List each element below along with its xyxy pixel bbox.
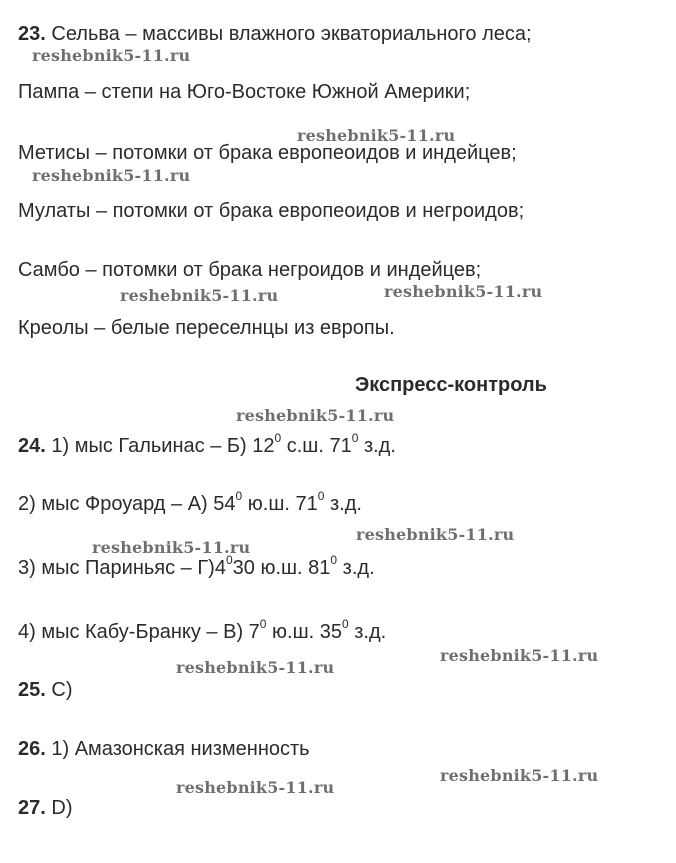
coord-text: 2) мыс Фроуард – А) 54	[18, 493, 236, 515]
watermark: reshebnik5-11.ru	[384, 282, 543, 301]
coord-text: 4) мыс Кабу-Бранку – В) 7	[18, 621, 260, 643]
answer-text: Сельва – массивы влажного экваториального леса;	[45, 23, 532, 45]
coord-text: з.д.	[348, 621, 387, 643]
watermark: reshebnik5-11.ru	[176, 658, 335, 677]
watermark: reshebnik5-11.ru	[32, 166, 191, 185]
watermark: reshebnik5-11.ru	[297, 126, 456, 145]
degree-mark: 0	[330, 553, 338, 568]
degree-mark: 0	[274, 431, 282, 446]
coord-text: с.ш. 71	[281, 435, 352, 457]
degree-mark: 0	[235, 489, 243, 504]
coord-text: ю.ш. 71	[242, 493, 318, 515]
watermark: reshebnik5-11.ru	[236, 406, 395, 425]
degree-mark: 0	[225, 553, 233, 568]
answer-27	[18, 796, 72, 820]
answer-25	[18, 678, 72, 702]
answer-pampa: Пампа – степи на Юго-Востоке Южной Америки;	[18, 81, 471, 103]
question-number-24: 24.	[18, 435, 46, 457]
answer-23-selva	[18, 22, 532, 46]
coord-text: 3) мыс Париньяс – Г)4	[18, 557, 226, 579]
coord-text: 1) мыс Гальинас – Б) 12	[45, 435, 275, 457]
degree-mark: 0	[351, 431, 359, 446]
coord-text: з.д.	[324, 493, 362, 515]
answer-mulaty: Мулаты – потомки от брака европеоидов и негроидов;	[18, 200, 525, 222]
question-number-25: 25.	[18, 679, 46, 701]
answer-24-item-1	[18, 431, 396, 458]
watermark: reshebnik5-11.ru	[440, 646, 599, 665]
answer-24-item-2	[18, 489, 362, 516]
watermark: reshebnik5-11.ru	[32, 46, 191, 65]
question-number-23: 23.	[18, 23, 46, 45]
coord-text: з.д.	[358, 435, 396, 457]
answer-text: D)	[45, 797, 73, 819]
degree-mark: 0	[259, 617, 267, 632]
answer-kreoly: Креолы – белые переселнцы из европы.	[18, 317, 395, 339]
coord-text: 30 ю.ш. 81	[232, 557, 331, 579]
answer-24-item-3	[18, 553, 375, 580]
section-heading: Экспресс-контроль	[355, 374, 547, 396]
question-number-27: 27.	[18, 797, 46, 819]
watermark: reshebnik5-11.ru	[440, 766, 599, 785]
degree-mark: 0	[342, 617, 349, 632]
coord-text: з.д.	[337, 557, 375, 579]
watermark: reshebnik5-11.ru	[120, 286, 279, 305]
answer-text: C)	[45, 679, 73, 701]
watermark: reshebnik5-11.ru	[92, 538, 251, 557]
answer-sambo: Самбо – потомки от брака негроидов и индейцев;	[18, 259, 482, 281]
answer-text: 1) Амазонская низменность	[45, 738, 310, 760]
answer-metisy: Метисы – потомки от брака европеоидов и индейцев;	[18, 142, 517, 164]
answer-24-item-4	[18, 617, 387, 644]
degree-mark: 0	[317, 489, 325, 504]
coord-text: ю.ш. 35	[266, 621, 342, 643]
watermark: reshebnik5-11.ru	[176, 778, 335, 797]
watermark: reshebnik5-11.ru	[356, 525, 515, 544]
question-number-26: 26.	[18, 738, 46, 760]
answer-26	[18, 737, 310, 761]
